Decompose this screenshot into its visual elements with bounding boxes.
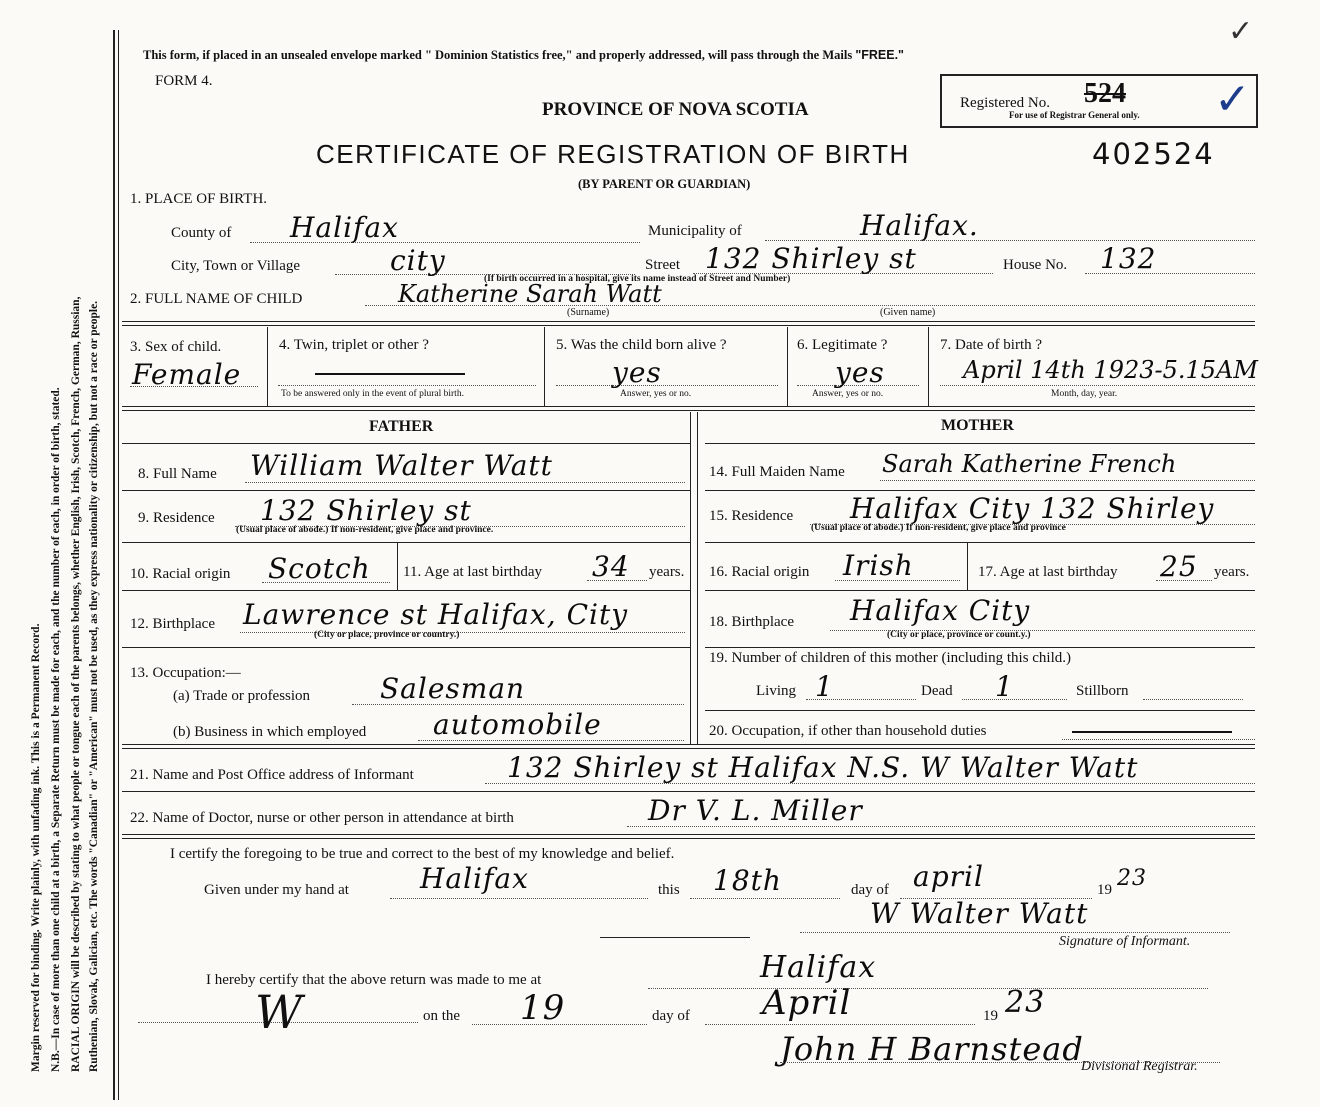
check-mark-icon: ✓ <box>1214 74 1251 125</box>
father-residence-label: 9. Residence <box>138 510 215 526</box>
dead-value: 1 <box>995 670 1014 703</box>
mother-birthplace-value: Halifax City <box>850 594 1031 627</box>
mother-residence-value: Halifax City 132 Shirley <box>850 492 1215 525</box>
informant-signature: W Walter Watt <box>870 897 1089 930</box>
registrar-year-value: 23 <box>1005 985 1046 1020</box>
given-year-value: 23 <box>1117 866 1147 891</box>
registrar-statement: I hereby certify that the above return was made to me at <box>206 972 542 988</box>
margin-note-binding: Margin reserved for binding. Write plainly, with unfading ink. This is a Permanent Record. <box>30 623 42 1072</box>
given-day-value: 18th <box>713 864 782 897</box>
father-years-label: years. <box>649 564 685 580</box>
hospital-note: (If birth occurred in a hospital, give its name instead of Street and Number) <box>484 274 791 284</box>
margin-note-racial-2: Ruthenian, Slovak, Galician, etc. The words "Canadian" or "American" must not be used, as they express nationality or citizenship, but not a race or people. <box>88 300 100 1072</box>
given-at-label: Given under my hand at <box>204 882 349 898</box>
mother-birthplace-note: (City or place, province or count.y.) <box>887 630 1031 640</box>
mother-heading: MOTHER <box>941 417 1014 434</box>
registrar-month-value: April <box>762 983 852 1023</box>
alive-label: 5. Was the child born alive ? <box>556 337 727 353</box>
municipality-value: Halifax. <box>860 209 979 242</box>
father-birthplace-note: (City or place, province or country.) <box>314 630 460 640</box>
father-race-value: Scotch <box>268 552 371 585</box>
registrar-signature: John H Barnstead <box>780 1030 1084 1068</box>
mother-age-value: 25 <box>1160 550 1198 583</box>
mother-name-value: Sarah Katherine French <box>882 450 1177 478</box>
father-birthplace-value: Lawrence st Halifax, City <box>243 598 629 631</box>
father-age-value: 34 <box>592 550 630 583</box>
twin-note: To be answered only in the event of plural birth. <box>281 389 464 399</box>
father-name-value: William Walter Watt <box>250 449 553 482</box>
mother-birthplace-label: 18. Birthplace <box>709 614 794 630</box>
informant-signature-label: Signature of Informant. <box>1059 934 1191 949</box>
registrar-place-value: Halifax <box>760 950 877 985</box>
registrar-year-prefix: 19 <box>983 1008 998 1024</box>
municipality-label: Municipality of <box>648 223 742 239</box>
dob-value: April 14th 1923-5.15AM <box>963 356 1258 384</box>
street-label: Street <box>645 257 680 273</box>
informant-label: 21. Name and Post Office address of Informant <box>130 767 414 783</box>
day-of-label: day of <box>851 882 889 898</box>
father-race-label: 10. Racial origin <box>130 566 231 582</box>
occupation-label: 13. Occupation:— <box>130 665 241 681</box>
certify-statement: I certify the foregoing to be true and correct to the best of my knowledge and belief. <box>170 846 675 862</box>
year-prefix: 19 <box>1097 882 1112 898</box>
sex-label: 3. Sex of child. <box>130 339 222 355</box>
surname-label: (Surname) <box>567 307 610 318</box>
dob-note: Month, day, year. <box>1051 389 1118 399</box>
trade-value: Salesman <box>380 672 526 705</box>
margin-note-racial-1: RACIAL ORIGIN will be described by stating to what people or tongue each of the parents belongs, whether English, Irish, Scotch, French, German, Russian, <box>70 296 82 1072</box>
father-residence-note: (Usual place of abode.) If non-resident, give place and province. <box>236 525 494 535</box>
legitimate-label: 6. Legitimate ? <box>797 337 888 353</box>
business-label: (b) Business in which employed <box>173 724 367 740</box>
twin-label: 4. Twin, triplet or other ? <box>279 337 429 353</box>
stillborn-label: Stillborn <box>1076 683 1129 699</box>
certificate-subtitle: (BY PARENT OR GUARDIAN) <box>578 177 751 191</box>
sex-value: Female <box>132 358 242 391</box>
given-place-value: Halifax <box>420 862 529 895</box>
registrar-only-note: For use of Registrar General only. <box>1009 110 1140 120</box>
certificate-title: CERTIFICATE OF REGISTRATION OF BIRTH <box>316 139 910 169</box>
mail-notice: This form, if placed in an unsealed envelope marked " Dominion Statistics free," and properly addressed, will pass through the Mails "FREE." <box>143 48 904 62</box>
legitimate-value: yes <box>835 356 885 389</box>
child-name-label: 2. FULL NAME OF CHILD <box>130 291 303 307</box>
father-residence-value: 132 Shirley st <box>260 494 472 527</box>
father-birthplace-label: 12. Birthplace <box>130 616 215 632</box>
registrar-day-of-label: day of <box>652 1008 690 1024</box>
province-heading: PROVINCE OF NOVA SCOTIA <box>542 99 809 120</box>
mother-occupation-label: 20. Occupation, if other than household duties <box>709 723 987 739</box>
certificate-number: 402524 <box>1092 137 1215 171</box>
county-label: County of <box>171 225 232 241</box>
street-value: 132 Shirley st <box>705 242 917 275</box>
on-the-label: on the <box>423 1008 461 1024</box>
form-number: FORM 4. <box>155 73 213 89</box>
county-value: Halifax <box>290 211 399 244</box>
living-value: 1 <box>815 670 834 703</box>
child-name-value: Katherine Sarah Watt <box>398 280 662 308</box>
alive-note: Answer, yes or no. <box>620 389 692 399</box>
father-name-label: 8. Full Name <box>138 466 217 482</box>
father-heading: FATHER <box>369 418 434 435</box>
registrar-day-value: 19 <box>520 988 566 1028</box>
mother-age-label: 17. Age at last birthday <box>978 564 1118 580</box>
mother-residence-label: 15. Residence <box>709 508 794 524</box>
legitimate-note: Answer, yes or no. <box>812 389 884 399</box>
doctor-label: 22. Name of Doctor, nurse or other person in attendance at birth <box>130 810 514 826</box>
registrar-signature-label: Divisional Registrar. <box>1081 1059 1198 1074</box>
alive-value: yes <box>612 356 662 389</box>
doctor-value: Dr V. L. Miller <box>648 794 863 827</box>
city-value: city <box>390 244 446 277</box>
place-heading: 1. PLACE OF BIRTH. <box>130 191 268 207</box>
mother-name-label: 14. Full Maiden Name <box>709 464 845 480</box>
margin-note-plural: N.B.—In case of more than one child at a birth, a Separate Return must be made for each, and the number of each, in order of birth, stated. <box>50 387 62 1072</box>
registered-label: Registered No. <box>960 95 1050 111</box>
given-month-value: april <box>913 860 984 893</box>
registrar-box <box>940 74 1258 128</box>
house-value: 132 <box>1100 242 1157 275</box>
registrar-initial-mark: W <box>255 985 303 1039</box>
mother-race-value: Irish <box>843 549 914 582</box>
given-name-label: (Given name) <box>880 307 936 318</box>
city-label: City, Town or Village <box>171 258 301 274</box>
living-label: Living <box>756 683 796 699</box>
informant-value: 132 Shirley st Halifax N.S. W Walter Watt <box>507 751 1139 784</box>
children-label: 19. Number of children of this mother (including this child.) <box>709 650 1072 666</box>
registered-number: 524 <box>1084 78 1126 109</box>
dob-label: 7. Date of birth ? <box>940 337 1043 353</box>
mother-residence-note: (Usual place of abode.) If non-resident, give place and province <box>811 523 1066 533</box>
dead-label: Dead <box>921 683 953 699</box>
check-mark-icon: ✓ <box>1228 14 1254 49</box>
trade-label: (a) Trade or profession <box>173 688 311 704</box>
house-label: House No. <box>1003 257 1068 273</box>
mother-race-label: 16. Racial origin <box>709 564 810 580</box>
this-label: this <box>658 882 680 898</box>
business-value: automobile <box>433 708 602 741</box>
father-age-label: 11. Age at last birthday <box>403 564 542 580</box>
mother-years-label: years. <box>1214 564 1250 580</box>
